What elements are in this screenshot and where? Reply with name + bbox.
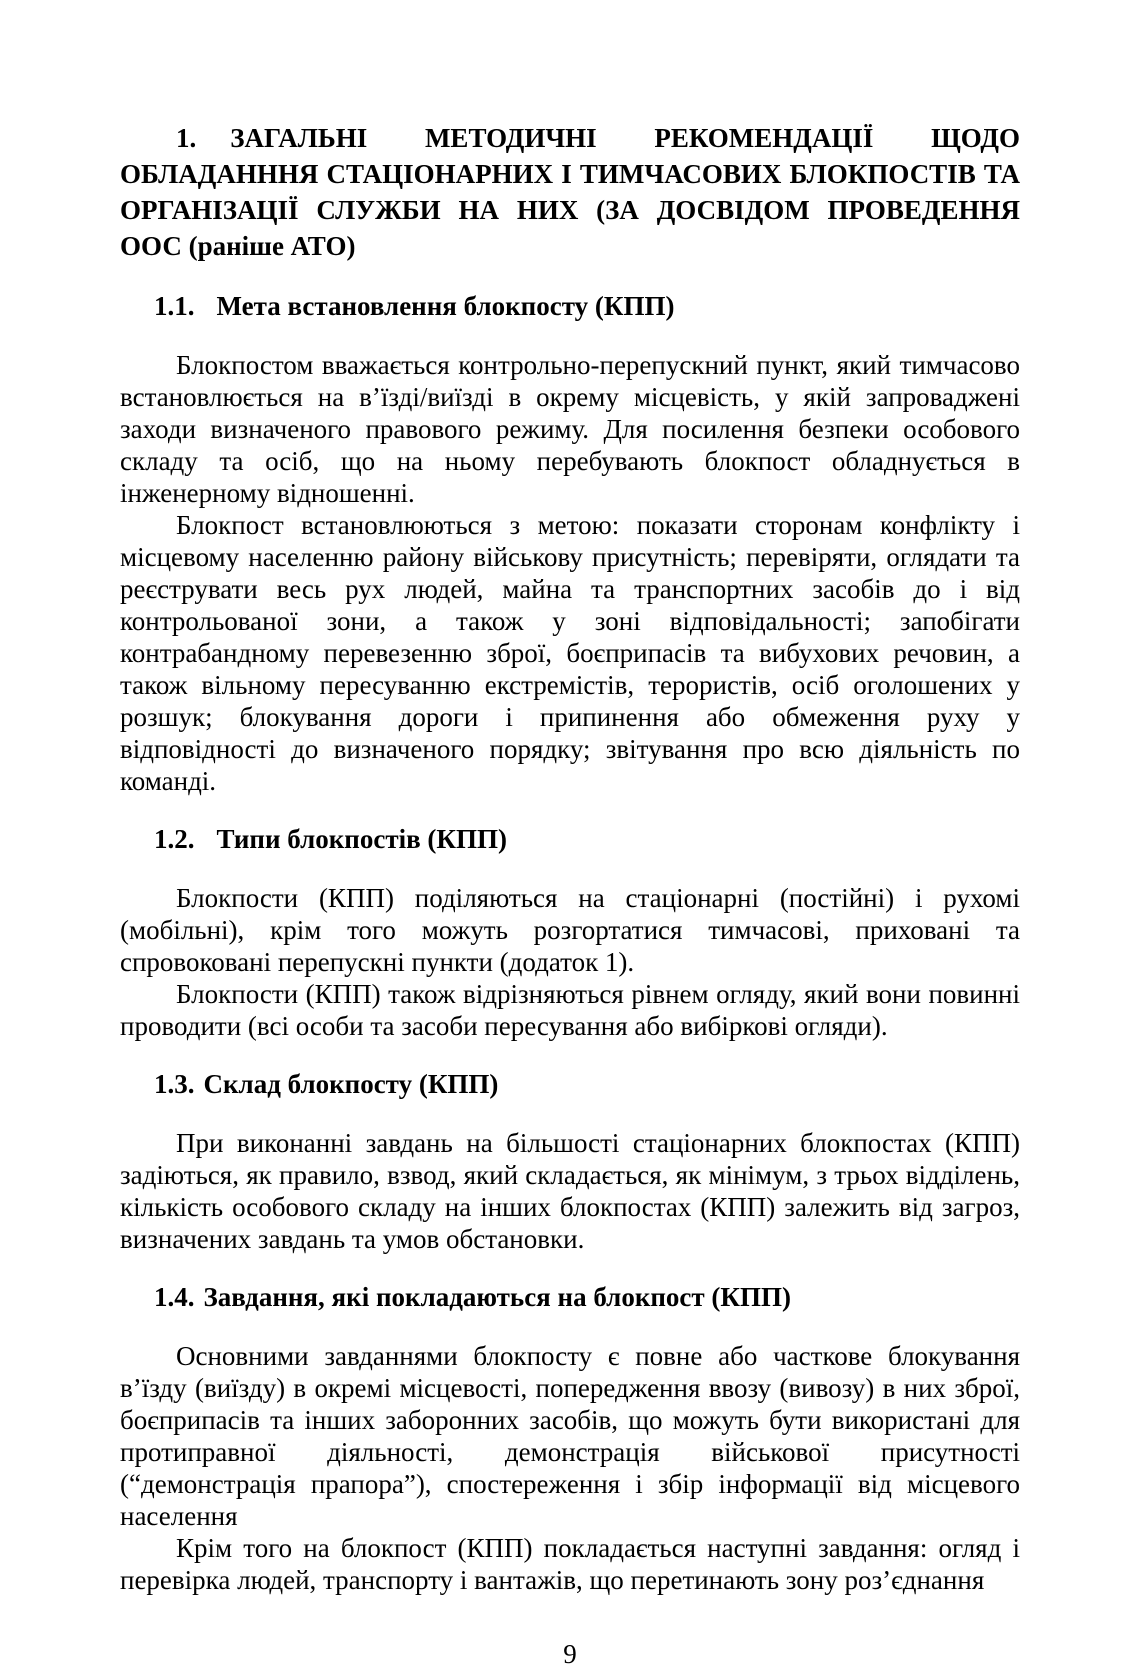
section-number: 1.3.	[154, 1069, 195, 1099]
section-heading-1-1	[154, 290, 1020, 322]
paragraph: Основними завданнями блокпосту є повне або часткове блокування в’їзду (виїзду) в окремі місцевості, попередження ввозу (вивозу) в них зброї, боєприпасів та інших заборонних засобів, що можуть бути використані для протиправної діяльності, демонстрація військової присутності (“демонстрація прапора”), спостереження і збір інформації від місцевого населення	[120, 1341, 1020, 1531]
page-number: 9	[563, 1639, 577, 1669]
section-heading-1-4	[154, 1281, 1020, 1313]
paragraph: Крім того на блокпост (КПП) покладається наступні завдання: огляд і перевірка людей, транспорту і вантажів, що перетинають зону роз’єднання	[120, 1533, 1020, 1595]
section-heading-1-3	[154, 1068, 1020, 1100]
section-heading-label: Мета встановлення блокпосту (КПП)	[216, 291, 675, 321]
section-1-4	[120, 1281, 1020, 1596]
paragraph: Блокпости (КПП) також відрізняються рівнем огляду, який вони повинні проводити (всі особи та засоби пересування або вибіркові огляди).	[120, 979, 1020, 1041]
document-title-number: 1.	[176, 123, 197, 153]
section-1-1	[120, 290, 1020, 797]
section-1-2	[120, 823, 1020, 1042]
page-footer	[120, 1638, 1020, 1670]
paragraph: Блокпости (КПП) поділяються на стаціонарні (постійні) і рухомі (мобільні), крім того можуть розгортатися тимчасові, приховані та спровоковані перепускні пункти (додаток 1).	[120, 883, 1020, 977]
paragraph: При виконанні завдань на більшості стаціонарних блокпостах (КПП) задіються, як правило, взвод, який складається, як мінімум, з трьох відділень, кількість особового складу на інших блокпостах (КПП) залежить від загроз, визначених завдань та умов обстановки.	[120, 1128, 1020, 1254]
section-number: 1.1.	[154, 291, 195, 321]
section-1-3	[120, 1068, 1020, 1255]
section-heading-label: Склад блокпосту (КПП)	[203, 1069, 499, 1099]
section-number: 1.2.	[154, 824, 195, 854]
section-heading-1-2	[154, 823, 1020, 855]
section-number: 1.4.	[154, 1282, 195, 1312]
document-title	[120, 120, 1020, 264]
section-heading-label: Завдання, які покладаються на блокпост (КПП)	[203, 1282, 791, 1312]
paragraph: Блокпост встановлюються з метою: показати сторонам конфлікту і місцевому населенню району військову присутність; перевіряти, оглядати та реєструвати весь рух людей, майна та транспортних засобів до і від контрольованої зони, а також у зоні відповідальності; запобігати контрабандному перевезенню зброї, боєприпасів та вибухових речовин, а також вільному пересуванню екстремістів, терористів, осіб оголошених у розшук; блокування дороги і припинення або обмеження руху у відповідності до визначеного порядку; звітування про всю діяльність по команді.	[120, 510, 1020, 796]
paragraph: Блокпостом вважається контрольно-перепускний пункт, який тимчасово встановлюється на в’їзді/виїзді в окрему місцевість, у якій запроваджені заходи визначеного правового режиму. Для посилення безпеки особового складу та осіб, що на ньому перебувають блокпост обладнується в інженерному відношенні.	[120, 350, 1020, 508]
section-heading-label: Типи блокпостів (КПП)	[216, 824, 507, 854]
document-title-text: ЗАГАЛЬНІ МЕТОДИЧНІ РЕКОМЕНДАЦІЇ ЩОДО ОБЛАДАНННЯ СТАЦІОНАРНИХ І ТИМЧАСОВИХ БЛОКПОСТІВ ТА ОРГАНІЗАЦІЇ СЛУЖБИ НА НИХ (ЗА ДОСВІДОМ ПРОВЕДЕННЯ ООС (раніше АТО)	[120, 123, 1020, 261]
